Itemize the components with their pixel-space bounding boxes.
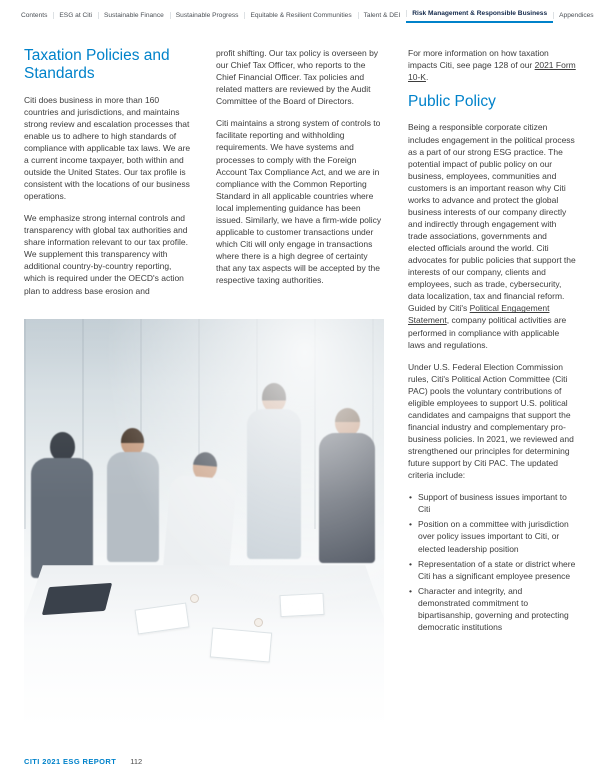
person-figure bbox=[163, 449, 239, 574]
public-policy-text-before: Being a responsible corporate citizen includes engagement in the political process as a part of our strong ESG practice. The potential impact of public policy on our business, employees, communities and customers is an important reason why Citi works to advance and protect the global business interests of our company directly and indirectly through engagement with trade associations, governments and elected officials around the world. Citi advocates for public policies that support the interests of our company, clients and employees, such as trade, cybersecurity, data localization, tax and financial reform. Guided by Citi's bbox=[408, 122, 576, 314]
person-torso bbox=[107, 452, 159, 562]
taxation-paragraph-2: We emphasize strong internal controls and transparency with global tax authorities and share information relevant to our tax profile. We supplement this transparency with additional country-by-country reporting, which is required under the OECD's action plan to address base erosion and bbox=[24, 213, 188, 296]
form-10k-link[interactable]: 2021 Form 10-K bbox=[408, 60, 576, 83]
note-text-after: . bbox=[425, 72, 429, 83]
list-item: • Character and integrity, and demonstrated commitment to bipartisanship, governing and protecting democratic institutions bbox=[408, 585, 576, 633]
public-policy-heading: Public Policy bbox=[408, 93, 496, 111]
note-text-before: For more information on how taxation impacts Citi, see page 128 of our bbox=[408, 48, 549, 71]
list-item: • Support of business issues important to Citi bbox=[408, 491, 576, 515]
person-torso bbox=[163, 474, 237, 574]
taxation-heading: Taxation Policies and Standards bbox=[24, 47, 170, 83]
person-torso bbox=[31, 458, 93, 578]
person-head bbox=[121, 428, 144, 455]
person-figure bbox=[319, 408, 375, 563]
taxation-column-2 bbox=[216, 47, 384, 307]
report-title: CITI 2021 ESG REPORT bbox=[24, 757, 117, 766]
meeting-photo bbox=[24, 319, 384, 723]
political-engagement-statement-link[interactable]: Political Engagement Statement bbox=[408, 303, 550, 326]
list-item: • Position on a committee with jurisdiction over policy issues important to Citi, or elected leadership position bbox=[408, 518, 576, 554]
laptop bbox=[41, 583, 111, 615]
paper-sheet bbox=[279, 592, 324, 616]
top-navigation bbox=[0, 0, 600, 23]
taxation-column-1 bbox=[24, 47, 192, 307]
list-item: • Representation of a state or district where Citi has a significant employee presence bbox=[408, 558, 576, 582]
paper-sheet bbox=[210, 627, 272, 662]
person-figure bbox=[31, 432, 93, 578]
nav-equitable-resilient-communities[interactable]: Equitable & Resilient Communities bbox=[244, 12, 357, 23]
person-head bbox=[262, 383, 286, 412]
page-footer bbox=[24, 757, 142, 766]
person-head bbox=[50, 432, 75, 461]
nav-appendices[interactable]: Appendices bbox=[553, 12, 593, 23]
public-policy-text-after: , company political activities are performed in compliance with applicable laws and regulations. bbox=[408, 315, 567, 350]
page-content bbox=[0, 23, 600, 723]
person-figure bbox=[107, 428, 159, 562]
person-torso bbox=[319, 433, 375, 563]
nav-risk-management-responsible-business[interactable]: Risk Management & Responsible Business bbox=[406, 10, 553, 23]
person-figure bbox=[247, 383, 301, 559]
pac-criteria-list bbox=[408, 491, 576, 633]
page-number: 112 bbox=[130, 757, 143, 766]
taxation-note bbox=[408, 47, 576, 83]
right-column bbox=[408, 47, 576, 723]
public-policy-paragraph-1 bbox=[408, 121, 576, 350]
nav-talent-dei[interactable]: Talent & DEI bbox=[358, 12, 407, 23]
taxation-paragraph-1: Citi does business in more than 160 countries and jurisdictions, and maintains strong review and escalation processes that enable us to adhere to high standards of compliance with applicable tax laws. We are a current income taxpayer, both within and outside the United States. Our tax profile is consistent with the locations of our business operations. bbox=[24, 94, 191, 202]
taxation-paragraph-4: Citi maintains a strong system of controls to facilitate reporting and withholding requirements. We have systems and processes to comply with the Foreign Account Tax Compliance Act, and we are in compliance with the Common Reporting Standard in all applicable countries where local implementing guidance has been issued. Similarly, we have a firm-wide policy applicable to customer transactions under which Citi will only engage in transactions where there is a high degree of certainty that any tax aspects will be accepted by the respective taxing authorities. bbox=[216, 118, 382, 286]
nav-contents[interactable]: Contents bbox=[21, 12, 48, 19]
person-torso bbox=[247, 409, 301, 559]
nav-sustainable-progress[interactable]: Sustainable Progress bbox=[170, 12, 245, 23]
nav-sustainable-finance[interactable]: Sustainable Finance bbox=[98, 12, 170, 23]
public-policy-paragraph-2: Under U.S. Federal Election Commission rules, Citi's Political Action Committee (Citi PAC) pools the voluntary contributions of eligible employees to support U.S. political candidates and campaigns that support the financial industry and complementary pro-business policies. In 2021, we reviewed and strengthened our principles for determining future support by Citi PAC. The updated criteria include: bbox=[408, 361, 574, 481]
taxation-paragraph-3: profit shifting. Our tax policy is overseen by our Chief Tax Officer, who reports to the Chief Financial Officer. Tax policies and related matters are reviewed by the Audit Committee of the Board of Directors. bbox=[216, 48, 379, 107]
nav-esg-at-citi[interactable]: ESG at Citi bbox=[53, 12, 98, 23]
person-head bbox=[335, 408, 360, 436]
coffee-cup bbox=[190, 594, 199, 603]
